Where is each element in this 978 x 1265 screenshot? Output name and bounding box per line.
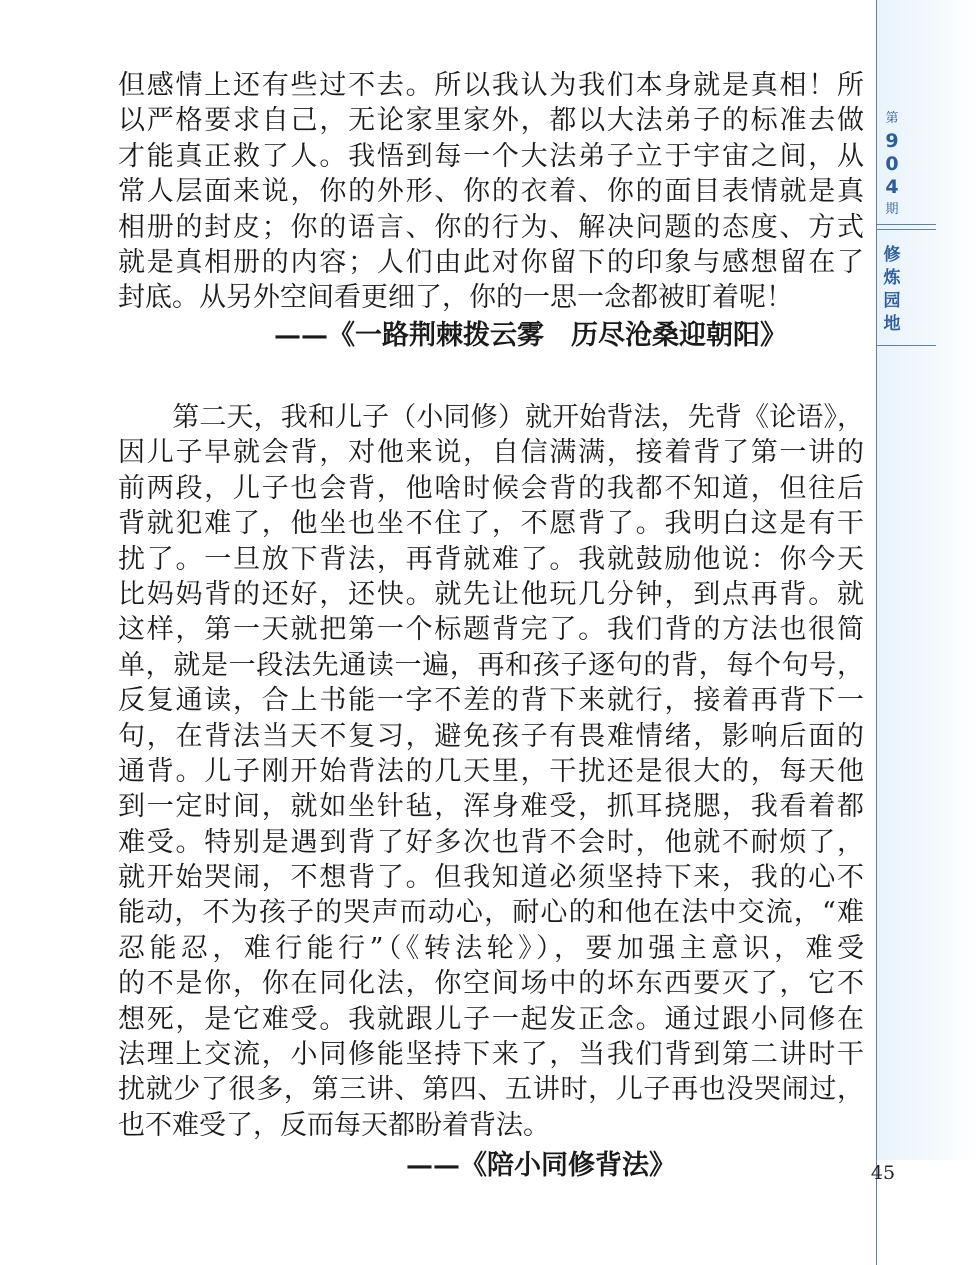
text-line: 忍能忍，难行能行”（《转法轮》），要加强主意识，难受 [118,932,864,964]
section-char: 地 [883,314,901,334]
issue-separator-line [876,224,936,225]
section-separator-line [876,345,936,346]
page-number: 45 [870,1162,896,1184]
section-title [878,244,906,336]
issue-digit: 0 [885,153,899,175]
sidebar-divider [876,0,877,1265]
issue-digit: 9 [885,130,899,152]
text-line: 前两段，儿子也会背，他啥时候会背的我都不知道，但往后 [118,472,864,504]
text-line: 到一定时间，就如坐针毡，浑身难受，抓耳挠腮，我看着都 [118,791,864,823]
text-line: 背就犯难了，他坐也坐不住了，不愿背了。我明白这是有干 [118,508,864,540]
text-line: 就是真相册的内容；人们由此对你留下的印象与感想留在了 [118,246,864,278]
issue-number [878,108,906,221]
excerpt-2-body [118,400,864,1143]
issue-suffix: 期 [885,202,899,217]
text-line: 这样，第一天就把第一个标题背完了。我们背的方法也很简 [118,614,864,646]
issue-separator-line-2 [876,229,936,230]
text-line: 反复通读，合上书能一字不差的背下来就行，接着再背下一 [118,685,864,717]
issue-digit: 4 [885,176,899,198]
section-char: 炼 [883,268,901,288]
text-line: 句，在背法当天不复习，避免孩子有畏难情绪，影响后面的 [118,720,864,752]
section-char: 园 [883,291,901,311]
text-line: 能动，不为孩子的哭声而动心，耐心的和他在法中交流，“难 [118,897,864,929]
text-line: 封底。从另外空间看更细了，你的一思一念都被盯着呢！ [118,282,793,314]
text-line: 扰就少了很多，第三讲、第四、五讲时，儿子再也没哭闹过， [118,1074,864,1106]
text-line: 才能真正救了人。我悟到每一个大法弟子立于宇宙之间，从 [118,140,864,172]
text-line: 常人层面来说，你的外形、你的衣着、你的面目表情就是真 [118,176,864,208]
text-line: 也不难受了，反而每天都盼着背法。 [118,1109,550,1141]
text-line: 因儿子早就会背，对他来说，自信满满，接着背了第一讲的 [118,437,864,469]
text-line: 的不是你，你在同化法，你空间场中的坏东西要灭了，它不 [118,968,864,1000]
text-line: 扰了。一旦放下背法，再背就难了。我就鼓励他说：你今天 [118,543,864,575]
excerpt-2-source: ——《陪小同修背法》 [406,1150,676,1181]
text-line: 比妈妈背的还好，还快。就先让他玩几分钟，到点再背。就 [118,578,864,610]
text-line: 想死，是它难受。我就跟儿子一起发正念。通过跟小同修在 [118,1003,864,1035]
text-line: 但感情上还有些过不去。所以我认为我们本身就是真相！所 [118,70,864,101]
excerpt-1-source: ——《一路荆棘拨云雾 历尽沧桑迎朝阳》 [274,320,787,351]
text-line: 单，就是一段法先通读一遍，再和孩子逐句的背，每个句号， [118,649,864,681]
issue-prefix: 第 [885,111,899,126]
text-line: 第二天，我和儿子（小同修）就开始背法，先背《论语》， [118,402,864,433]
text-line: 通背。儿子刚开始背法的几天里，干扰还是很大的，每天他 [118,755,864,787]
text-line: 就开始哭闹，不想背了。但我知道必须坚持下来，我的心不 [118,862,864,894]
excerpt-1-body [118,68,864,316]
text-line: 难受。特别是遇到背了好多次也背不会时，他就不耐烦了， [118,826,864,858]
section-char: 修 [883,245,901,265]
text-line: 相册的封皮；你的语言、你的行为、解决问题的态度、方式 [118,211,864,243]
text-line: 法理上交流，小同修能坚持下来了，当我们背到第二讲时干 [118,1039,864,1071]
text-line: 以严格要求自己，无论家里家外，都以大法弟子的标准去做 [118,105,864,137]
